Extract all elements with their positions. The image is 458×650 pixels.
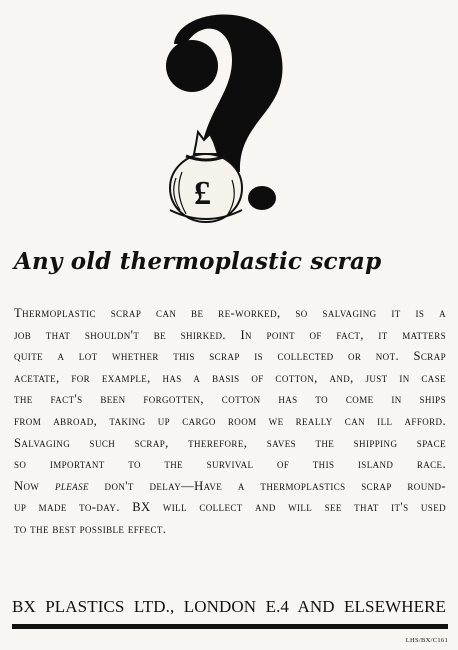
- pound-symbol: £: [194, 175, 211, 212]
- body-line: Salvaging such scrap, therefore, saves the shipping space: [14, 435, 446, 450]
- body-line: to the best possible effect.: [14, 521, 167, 536]
- body-line: the fact's been forgotten, cotton has to come in ships: [14, 392, 446, 407]
- body-line: quite a lot whether this scrap is collected or not. Scrap: [14, 349, 446, 364]
- emphasis-text: please: [54, 478, 89, 493]
- bottom-rule: [12, 624, 448, 629]
- body-line: so important to the survival of this island race.: [14, 457, 446, 472]
- body-line: from abroad, taking up cargo room we really can ill afford.: [14, 413, 446, 428]
- body-line: job that shouldn't be shirked. In point of fact, it matters: [14, 327, 446, 342]
- body-text: don't delay—Have a thermoplastics scrap round-: [88, 478, 446, 493]
- body-text: Now: [14, 478, 55, 493]
- headline: Any old thermoplastic scrap: [14, 248, 382, 275]
- reference-code: LHS/BX/C161: [405, 637, 448, 644]
- body-copy: [14, 303, 446, 541]
- body-line: up made to-day. BX will collect and will see that it's used: [14, 500, 446, 515]
- body-line: acetate, for example, has a basis of cotton, and, just in case: [14, 370, 446, 385]
- company-signature: BX PLASTICS LTD., LONDON E.4 AND ELSEWHERE: [12, 597, 446, 616]
- question-mark-illustration: [140, 2, 290, 230]
- body-line: Thermoplastic scrap can be re-worked, so salvaging it is a: [14, 306, 446, 320]
- body-line: [14, 476, 446, 498]
